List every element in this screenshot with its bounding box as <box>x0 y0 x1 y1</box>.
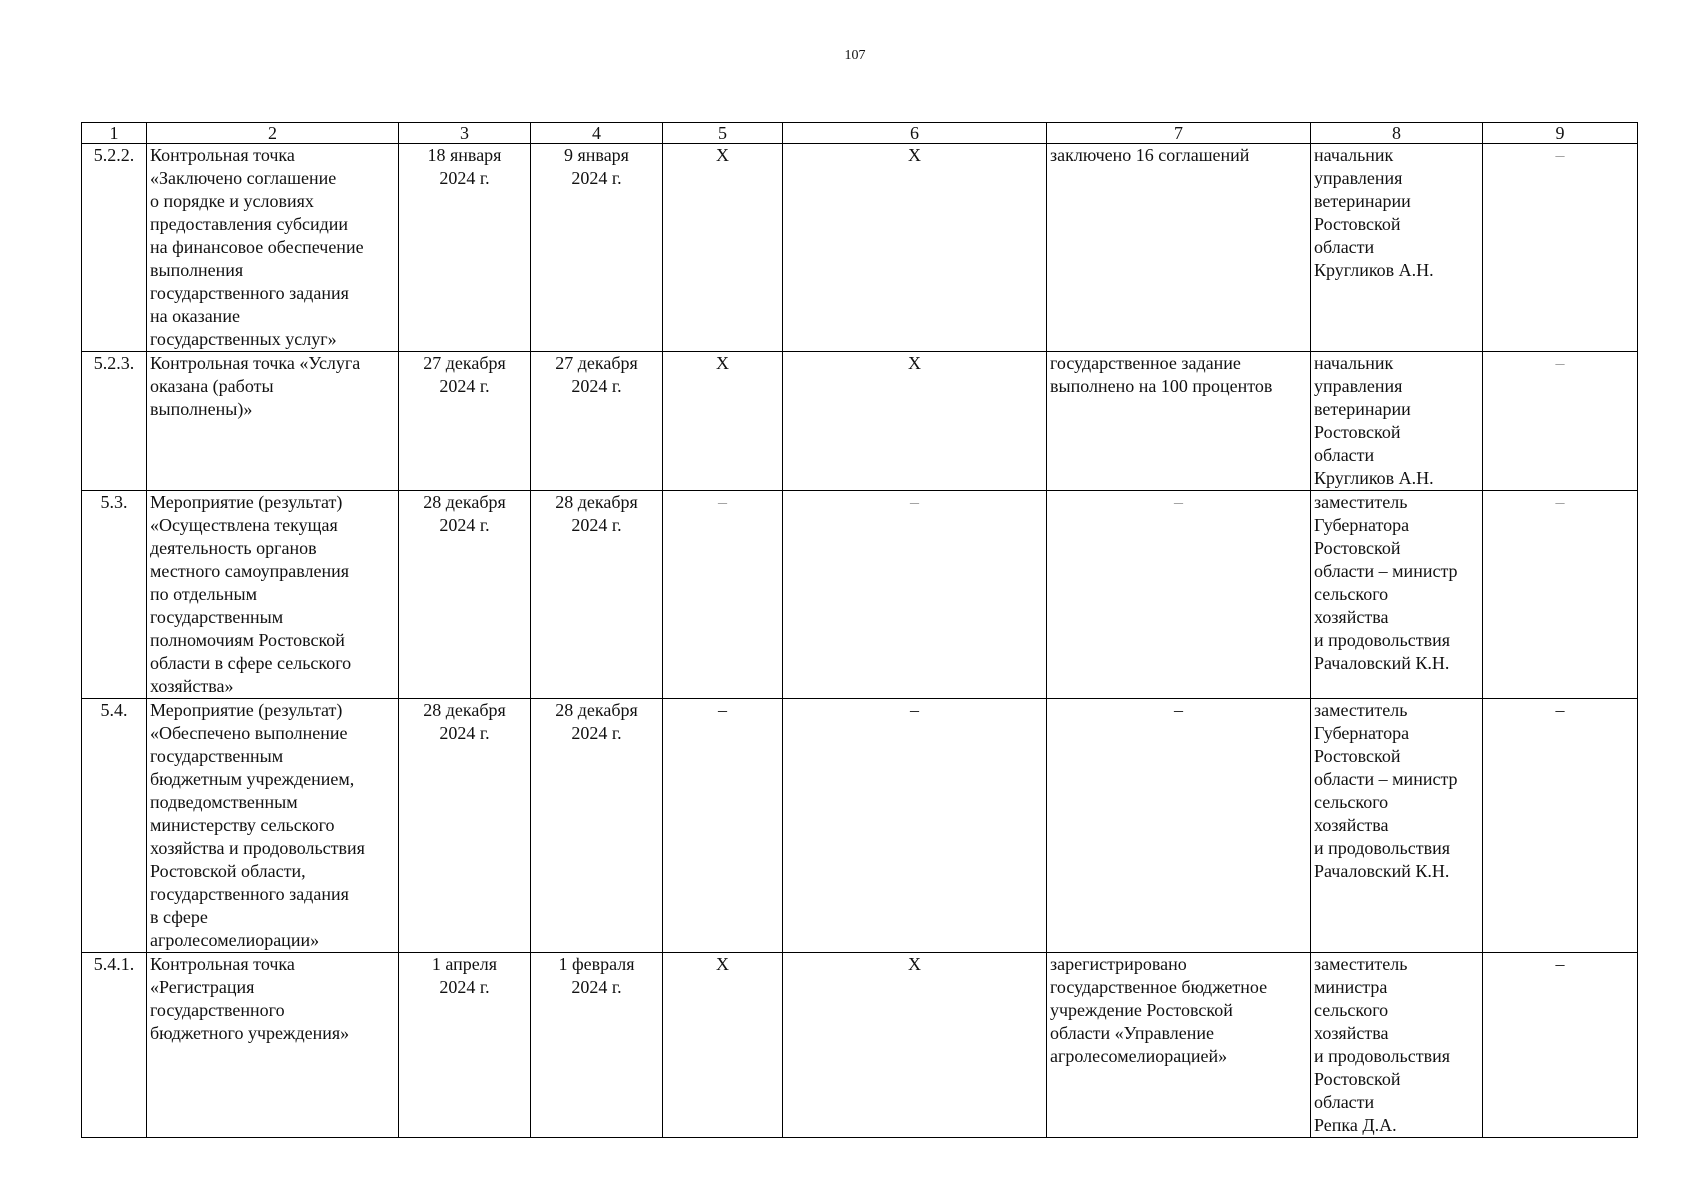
row-start-date: 27 декабря 2024 г. <box>399 352 531 491</box>
row-col5: – <box>663 491 783 699</box>
row-col5: X <box>663 352 783 491</box>
row-end-date: 28 декабря 2024 г. <box>531 491 663 699</box>
row-start-date: 18 января 2024 г. <box>399 144 531 352</box>
row-col7: зарегистрировано государственное бюджетное учреждение Ростовской области «Управление агролесомелиорацией» <box>1047 953 1311 1138</box>
row-col9: – <box>1483 144 1638 352</box>
row-end-date: 27 декабря 2024 г. <box>531 352 663 491</box>
header-cell: 6 <box>783 123 1047 144</box>
row-col5: – <box>663 699 783 953</box>
table-row <box>82 699 1638 953</box>
table-row <box>82 352 1638 491</box>
row-responsible: заместитель министра сельского хозяйства и продовольствия Ростовской области Репка Д.А. <box>1311 953 1483 1138</box>
row-col9: – <box>1483 352 1638 491</box>
page-number: 107 <box>844 48 866 63</box>
row-name: Контрольная точка «Регистрация государственного бюджетного учреждения» <box>147 953 399 1138</box>
header-cell: 7 <box>1047 123 1311 144</box>
row-name: Контрольная точка «Заключено соглашение о порядке и условиях предоставления субсидии на финансовое обеспечение выполнения государственного задания на оказание государственных услуг» <box>147 144 399 352</box>
header-row <box>82 123 1638 144</box>
header-cell: 1 <box>82 123 147 144</box>
row-name: Мероприятие (результат) «Обеспечено выполнение государственным бюджетным учреждением, подведомственным министерству сельского хозяйства и продовольствия Ростовской области, государственного задания в сфере агролесомелиорации» <box>147 699 399 953</box>
row-end-date: 9 января 2024 г. <box>531 144 663 352</box>
row-col7: заключено 16 соглашений <box>1047 144 1311 352</box>
header-cell: 8 <box>1311 123 1483 144</box>
row-col9: – <box>1483 953 1638 1138</box>
row-number: 5.2.2. <box>82 144 147 352</box>
row-col7: государственное задание выполнено на 100 процентов <box>1047 352 1311 491</box>
row-number: 5.4.1. <box>82 953 147 1138</box>
row-name: Контрольная точка «Услуга оказана (работы выполнены)» <box>147 352 399 491</box>
header-cell: 2 <box>147 123 399 144</box>
row-start-date: 1 апреля 2024 г. <box>399 953 531 1138</box>
row-responsible: начальник управления ветеринарии Ростовской области Кругликов А.Н. <box>1311 352 1483 491</box>
header-cell: 5 <box>663 123 783 144</box>
row-col9: – <box>1483 491 1638 699</box>
row-col5: X <box>663 953 783 1138</box>
row-col9: – <box>1483 699 1638 953</box>
row-col7: – <box>1047 699 1311 953</box>
row-responsible: заместитель Губернатора Ростовской области – министр сельского хозяйства и продовольствия Рачаловский К.Н. <box>1311 699 1483 953</box>
row-start-date: 28 декабря 2024 г. <box>399 491 531 699</box>
row-end-date: 28 декабря 2024 г. <box>531 699 663 953</box>
table-row <box>82 144 1638 352</box>
header-cell: 4 <box>531 123 663 144</box>
row-name: Мероприятие (результат) «Осуществлена текущая деятельность органов местного самоуправления по отдельным государственным полномочиям Ростовской области в сфере сельского хозяйства» <box>147 491 399 699</box>
row-col6: – <box>783 491 1047 699</box>
table-row <box>82 491 1638 699</box>
row-end-date: 1 февраля 2024 г. <box>531 953 663 1138</box>
table-row <box>82 953 1638 1138</box>
row-col5: X <box>663 144 783 352</box>
header-cell: 3 <box>399 123 531 144</box>
row-col6: X <box>783 953 1047 1138</box>
row-responsible: заместитель Губернатора Ростовской области – министр сельского хозяйства и продовольствия Рачаловский К.Н. <box>1311 491 1483 699</box>
row-col6: X <box>783 144 1047 352</box>
row-col7: – <box>1047 491 1311 699</box>
row-number: 5.4. <box>82 699 147 953</box>
row-number: 5.3. <box>82 491 147 699</box>
row-col6: – <box>783 699 1047 953</box>
row-start-date: 28 декабря 2024 г. <box>399 699 531 953</box>
row-col6: X <box>783 352 1047 491</box>
row-number: 5.2.3. <box>82 352 147 491</box>
row-responsible: начальник управления ветеринарии Ростовской области Кругликов А.Н. <box>1311 144 1483 352</box>
control-points-table <box>81 122 1638 1138</box>
header-cell: 9 <box>1483 123 1638 144</box>
